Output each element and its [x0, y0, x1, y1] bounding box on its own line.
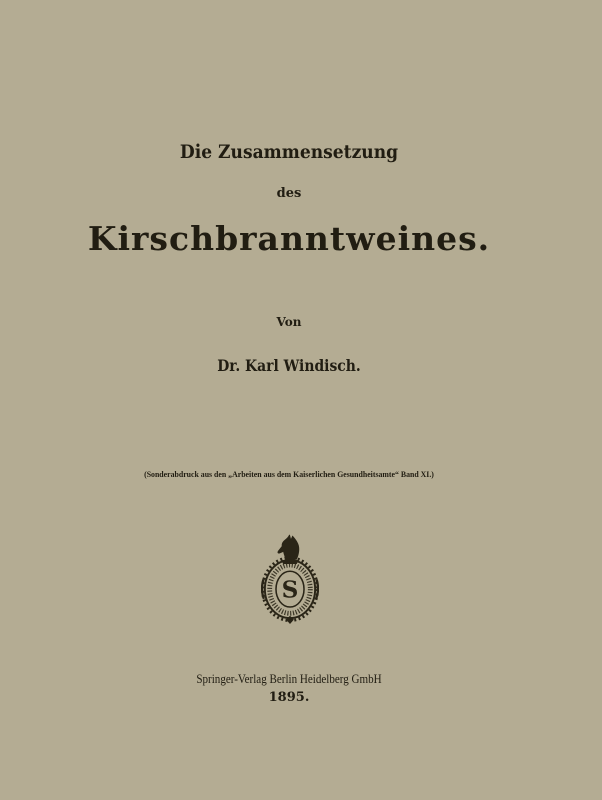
- emblem-monogram: S: [281, 576, 299, 604]
- springer-knight-horse-emblem-icon: [261, 533, 319, 625]
- publisher-emblem: [261, 533, 319, 625]
- imprint-year: 1895.: [268, 690, 310, 705]
- author-name: Dr. Karl Windisch.: [217, 356, 361, 375]
- byline-von-label: Von: [276, 315, 302, 329]
- title-connector-des: des: [276, 186, 302, 201]
- publisher-imprint: Springer-Verlag Berlin Heidelberg GmbH: [196, 671, 382, 686]
- title-line-1: Die Zusammensetzung: [179, 141, 399, 163]
- title-main: Kirschbranntweines.: [87, 219, 491, 258]
- reprint-note: (Sonderabdruck aus den „Arbeiten aus dem Kaiserlichen Gesundheitsamte“ Band XI.): [144, 469, 434, 479]
